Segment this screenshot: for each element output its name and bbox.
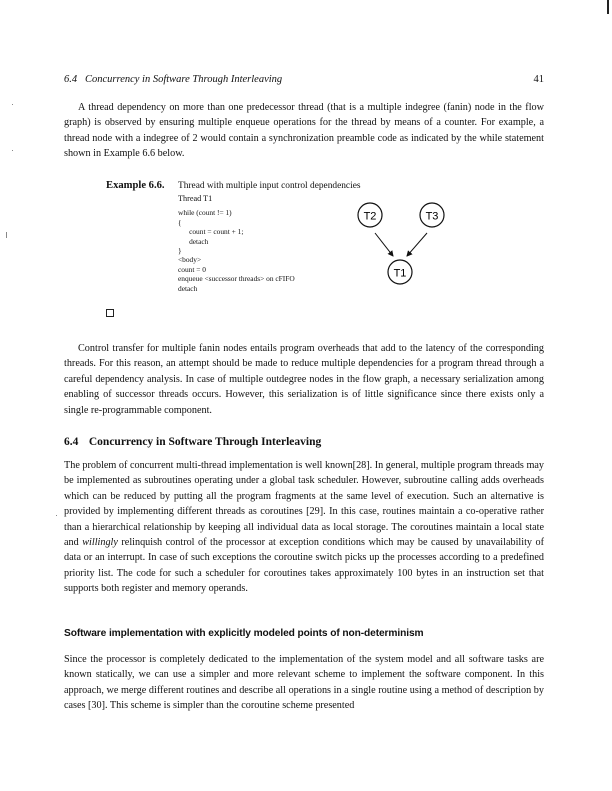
paragraph-concurrency: The problem of concurrent multi-thread implementation is well known[28]. In general, multiple program threads may be implemented as subroutines operating under a global task scheduler. However, subroutine calling adds overheads which can be reduced by putting all the program fragments at the same level of execution. Such an alternative is provided by implementing different threads as coroutines [29]. In this case, routines maintain a co-operative rather than a hierarchical relationship by keeping all individual data as local storage. The coroutines maintain a local state and willingly relinquish control of the processor at exception conditions which may be caused by unavailability of data or an interrupt. In case of such exceptions the coroutine switch picks up the processes according to a predefined priority list. The code for such a scheduler for coroutines takes approximately 100 bytes in an instruction set that supports both register and memory operands. (64, 460, 544, 595)
example-caption: Thread with multiple input control dependencies (178, 181, 361, 191)
svg-text:T1: T1 (393, 267, 407, 280)
code-line: detach (178, 283, 198, 293)
subsection-heading: Software implementation with explicitly modeled points of non-determinism (64, 628, 424, 639)
code-line: while (count != 1) (178, 208, 232, 218)
thread-dependency-diagram (350, 198, 470, 298)
scan-speck (12, 150, 13, 151)
running-head (64, 74, 544, 88)
scan-speck (6, 232, 7, 238)
section-heading (64, 436, 321, 448)
svg-text:T2: T2 (363, 210, 377, 223)
running-head-title: Concurrency in Software Through Interleaving (85, 74, 283, 85)
code-line: count = 0 (178, 264, 206, 274)
code-listing (178, 194, 295, 293)
section-title: Concurrency in Software Through Interleaving (88, 436, 322, 448)
paragraph-software-implementation: Since the processor is completely dedicated to the implementation of the system model and all software tasks are known statically, we can use a simpler and more relevant scheme to implement the software component. In this approach, we merge different routines and describe all operations in a single routine using a method of description by cases [30]. This scheme is simpler than the coroutine scheme presented (64, 654, 544, 712)
code-line: { (178, 217, 182, 227)
node-t1 (388, 260, 412, 284)
code-line: } (178, 246, 182, 256)
page-number: 41 (533, 74, 544, 85)
code-line: count = count + 1; (178, 227, 244, 237)
node-t3 (420, 203, 444, 227)
scan-edge-mark (607, 0, 609, 14)
paragraph-fanin-intro: A thread dependency on more than one predecessor thread (that is a multiple indegree (fanin) node in the flow graph) is observed by ensuring multiple enqueue operations for the thread by means of a counter. For example, a thread node with a indegree of 2 would contain a synchronization preamble code as indicated by the while statement shown in Example 6.6 below. (64, 102, 544, 160)
section-number: 6.4 (64, 436, 79, 448)
code-line: <body> (178, 255, 202, 265)
scan-speck (12, 104, 13, 105)
end-of-example-box (106, 309, 114, 317)
example-label: Example 6.6. (106, 180, 165, 191)
paragraph-control-transfer: Control transfer for multiple fanin nodes entails program overheads that add to the latency of the corresponding threads. For this reason, an attempt should be made to reduce multiple dependencies for a program thread through a careful dependency analysis. In case of multiple outdegree nodes in the flow graph, a necessary serialization among enabling of successor threads occurs. However, this serialization is of little significance since there exists only a single re-programmable component. (64, 343, 544, 416)
emphasis-willingly: willingly (82, 537, 118, 549)
node-t2 (358, 203, 382, 227)
code-line: enqueue <successor threads> on cFIFO (178, 274, 295, 284)
code-title: Thread T1 (178, 194, 213, 203)
edge-t3-t1 (407, 233, 427, 256)
scan-speck (56, 515, 57, 516)
svg-text:T3: T3 (425, 210, 439, 223)
edge-t2-t1 (375, 233, 393, 256)
running-head-section: 6.4 (64, 74, 78, 85)
code-line: detach (178, 236, 209, 246)
